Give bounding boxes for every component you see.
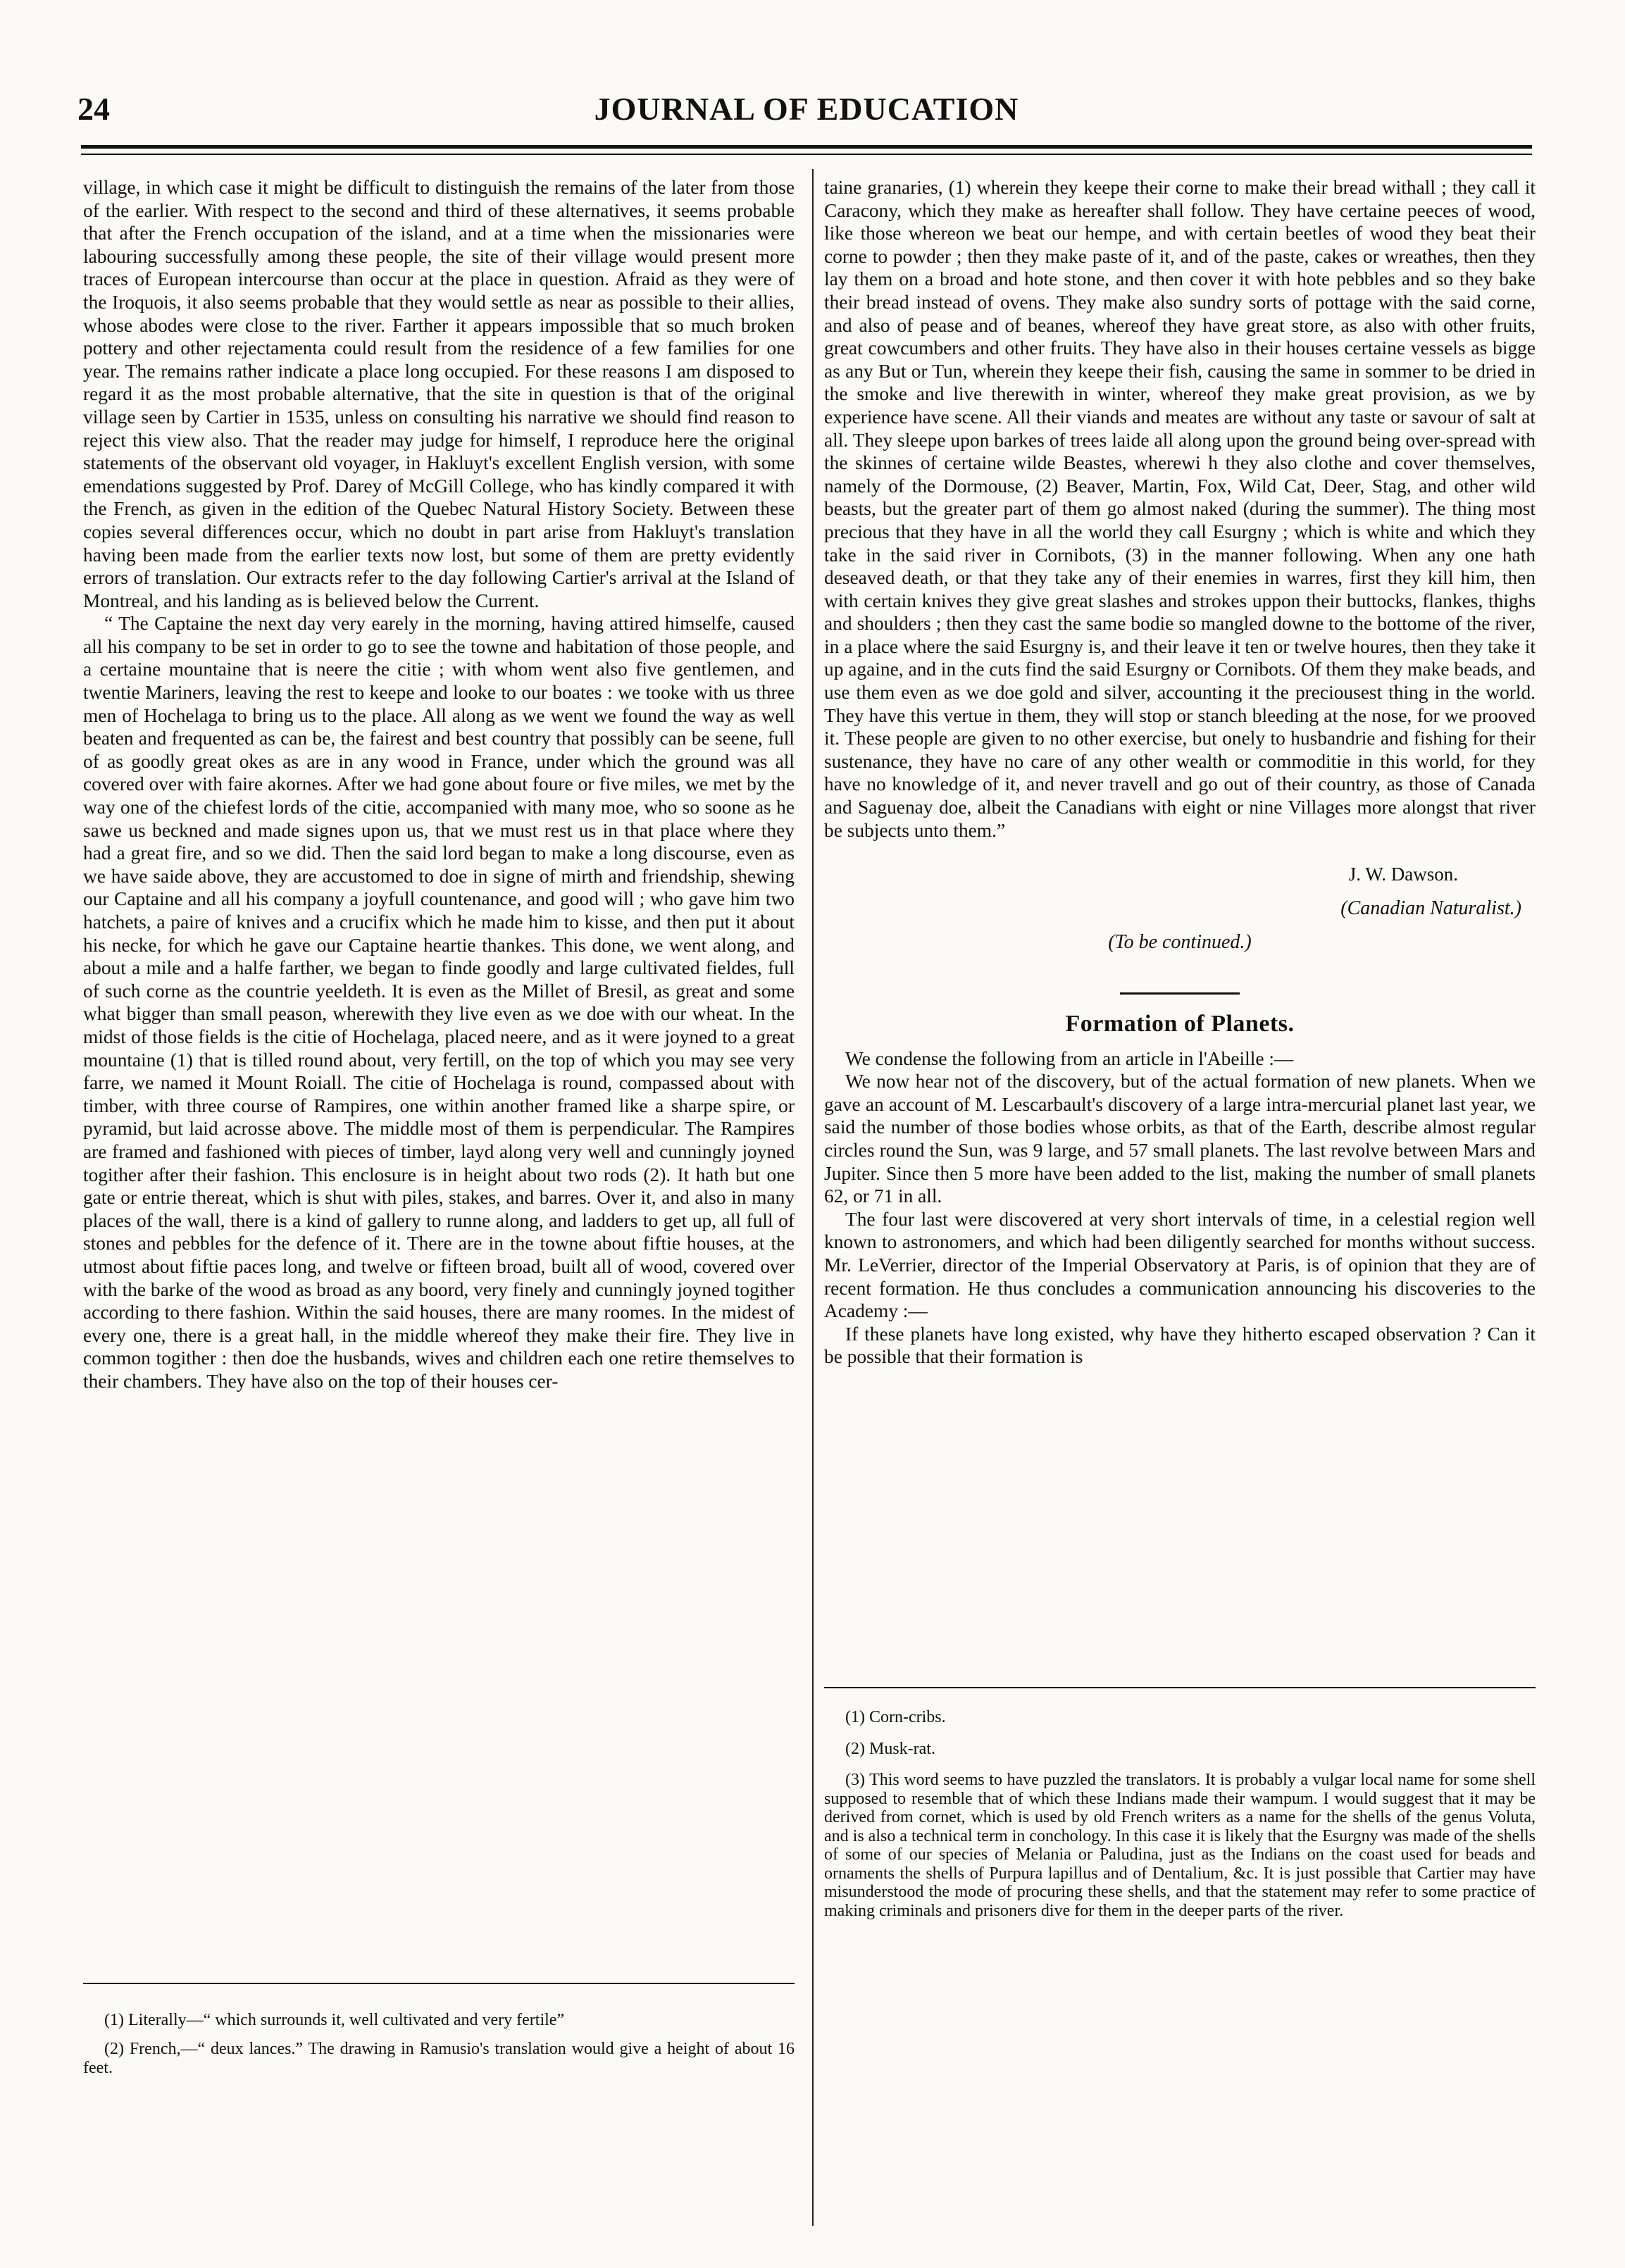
right-footnote-1: (1) Corn-cribs. <box>845 1708 946 1726</box>
page-number: 24 <box>77 91 110 127</box>
section-separator-rule <box>1120 992 1240 995</box>
right-footnote-rule <box>824 1687 1536 1688</box>
page-header <box>77 90 1536 132</box>
right-paragraph-1: taine granaries, (1) wherein they keepe their corne to make their bread withall ; they call it Caracony, which they make as hereafter shall follow. They have certaine peeces of wood, like those whereon we beat our hempe, and with certain beetles of wood they beat their corne to powder ; then they make paste of it, and of the paste, cakes or wreathes, then they lay them on a broad and hote stone, and then cover it with hote pebbles and so they bake their bread instead of ovens. They make also sundry sorts of pottage with the said corne, and also of pease and of beanes, whereof they have great store, as also with other fruits, great cowcumbers and other fruits. They have also in their houses certaine vessels as bigge as any But or Tun, wherein they keepe their fish, causing the same in sommer to be dried in the smoke and live therewith in winter, whereof they make great provision, as we by experience have scene. All their viands and meates are without any taste or savour of salt at all. They sleepe upon barkes of trees laide all along upon the ground being over-spread with the skinnes of certaine wilde Beastes, wherewi h they also clothe and cover themselves, namely of the Dormouse, (2) Beaver, Martin, Fox, Wild Cat, Deer, Stag, and other wild beasts, but the greater part of them go almost naked (during the summer). The thing most precious that they have in all the world they call Esurgny ; which is white and which they take in the said river in Cornibots, (3) in the manner following. When any one hath deseaved death, or that they take any of their enemies in warres, first they kill him, then with certain knives they give great slashes and strokes uppon their buttocks, flankes, thighs and shoulders ; then they cast the same bodie so mangled downe to the bottome of the river, in a place where the said Esurgny is, and their leave it ten or twelve houres, then they take it up againe, and in the cuts find the said Esurgny or Cornibots. Of them they make beads, and use them even as we doe gold and silver, accounting it the preciousest thing in the world. They have this vertue in them, they will stop or stanch bleeding at the nose, for we prooved it. These people are given to no other exercise, but onely to husbandrie and fishing for their sustenance, they have no care of any other wealth or commoditie in this world, for they have no knowledge of it, and never travell and go out of their country, as those of Canada and Saguenay doe, albeit the Canadians with eight or nine Villages more alongst that river be subjects unto them.” <box>824 177 1536 841</box>
right-footnote-2: (2) Musk-rat. <box>845 1739 935 1758</box>
continued-note: (To be continued.) <box>1108 931 1252 954</box>
left-column <box>83 176 795 1392</box>
column-divider <box>812 169 814 2226</box>
left-footnote-rule <box>83 1983 795 1984</box>
signature-source: (Canadian Naturalist.) <box>1340 897 1521 919</box>
signature-name: J. W. Dawson. <box>1348 864 1458 885</box>
left-footnote-2: (2) French,—“ deux lances.” The drawing in Ramusio's translation would give a height of about 16 feet. <box>83 2040 795 2077</box>
left-paragraph-2: “ The Captaine the next day very earely in the morning, having attired himselfe, caused all his company to be set in order to go to see the towne and habitation of those people, and a certaine mountaine that is neere the citie ; with whom went also five gentlemen, and twentie Mariners, leaving the rest to keepe and looke to our boates : we tooke with us three men of Hochelaga to bring us to the place. All along as we went we found the way as well beaten and frequented as can be, the fairest and best country that possibly can be seene, full of as goodly great okes as are in any wood in France, under which the ground was all covered over with faire akornes. After we had gone about foure or five miles, we met by the way one of the chiefest lords of the citie, accompanied with many moe, who so soone as he sawe us beckned and made signes upon us, that we must rest us in that place where they had a great fire, and so we did. Then the said lord began to make a long discourse, even as we have saide above, they are accustomed to doe in signe of mirth and friendship, shewing our Captaine and all his company a joyfull countenance, and good will ; who gave him two hatchets, a paire of knives and a crucifix which he made him to kisse, and then put it about his necke, for which he gave our Captaine heartie thankes. This done, we went along, and about a mile and a halfe farther, we began to finde goodly and large cultivated fieldes, full of such corne as the countrie yeeldeth. It is even as the Millet of Bresil, as great and some what bigger than small peason, wherewith they live even as we doe with our wheat. In the midst of those fields is the citie of Hochelaga, placed neere, and as it were joyned to a great mountaine (1) that is tilled round about, very fertill, on the top of which you may see very farre, we named it Mount Roiall. The citie of Hochelaga is round, compassed about with timber, with three course of Rampires, one within another framed like a sharpe spire, or pyramid, but laid acrosse above. The middle most of them is perpendicular. The Rampires are framed and fashioned with pieces of timber, layd along very well and cunningly joyned togither after their fashion. This enclosure is in height about two rods (2). It hath but one gate or entrie thereat, which is shut with piles, stakes, and barres. Over it, and also in many places of the wall, there is a kind of gallery to runne along, and ladders to get up, all full of stones and pebbles for the defence of it. There are in the towne about fiftie houses, at the utmost about fiftie paces long, and twelve or fifteen broad, built all of wood, covered over with the barke of the wood as broad as any boord, very finely and cunningly joyned togither according to there fashion. Within the said houses, there are many roomes. In the midest of every one, there is a great hall, in the middle whereof they make their fire. They live in common togither : then doe the husbands, wives and children each one retire themselves to their chambers. They have also on the top of their houses cer- <box>83 613 795 1392</box>
journal-title: JOURNAL OF EDUCATION <box>594 91 1019 127</box>
left-paragraph-1: village, in which case it might be difficult to distinguish the remains of the later from those of the earlier. With respect to the second and third of these alternatives, it seems probable that after the French occupation of the island, and at a time when the missionaries were labouring successfully among these people, the site of their village would present more traces of European intercourse than occur at the place in question. Afraid as they were of the Iroquois, it also seems probable that they would settle as near as possible to their allies, whose abodes were close to the river. Farther it appears impossible that so much broken pottery and other rejectamenta could result from the residence of a few families for one year. The remains rather indicate a place long occupied. For these reasons I am disposed to regard it as the most probable alternative, that the site in question is that of the original village seen by Cartier in 1535, unless on consulting his narrative we should find reason to reject this view also. That the reader may judge for himself, I reproduce here the original statements of the observant old voyager, in Hakluyt's excellent English version, with some emendations suggested by Prof. Darey of McGill College, who has kindly compared it with the French, as given in the edition of the Quebec Natural History Society. Between these copies several differences occur, which no doubt in part arise from Hakluyt's translation having been made from the earlier texts now lost, but some of them are pretty evidently errors of translation. Our extracts refer to the day following Cartier's arrival at the Island of Montreal, and his landing as is believed below the Current. <box>83 177 795 611</box>
right-footnotes <box>824 1708 1536 1933</box>
left-footnotes <box>83 2011 795 2088</box>
section-paragraph-2: We now hear not of the discovery, but of the actual formation of new planets. When we gave an account of M. Lescarbault's discovery of a large intra-mercurial planet last year, we said the number of those bodies whose orbits, as that of the Earth, describe almost regular circles round the Sun, was 9 large, and 57 small planets. The last revolve between Mars and Jupiter. Since then 5 more have been added to the list, making the number of small planets 62, or 71 in all. <box>824 1071 1536 1207</box>
section-paragraph-3: The four last were discovered at very short intervals of time, in a celestial region well known to astronomers, and which had been diligently searched for months without success. Mr. LeVerrier, director of the Imperial Observatory at Paris, is of opinion that they are of recent formation. He thus concludes a communication announcing his discoveries to the Academy :— <box>824 1208 1536 1322</box>
section-title: Formation of Planets. <box>1065 1011 1295 1037</box>
section-paragraph-4: If these planets have long existed, why have they hitherto escaped observation ? Can it be possible that their formation is <box>824 1323 1536 1368</box>
right-footnote-3: (3) This word seems to have puzzled the translators. It is probably a vulgar local name for some shell supposed to resemble that of which these Indians made their wampum. I would suggest that it may be derived from cornet, which is used by old French writers as a name for the shells of the genus Voluta, and is also a technical term in conchology. In this case it is likely that the Esurgny was made of the shells of some of our species of Melania or Paludina, just as the Indians on the coast used for beads and ornaments the shells of Purpura lapillus and of Dentalium, &c. It is just possible that Cartier may have misunderstood the mode of procuring these shells, and that the statement may refer to some practice of making criminals and prisoners dive for them in the deeper parts of the river. <box>824 1771 1536 1920</box>
right-column <box>824 176 1536 1369</box>
section-paragraph-1: We condense the following from an article in l'Abeille :— <box>845 1047 1294 1069</box>
header-rule-thin <box>81 154 1532 155</box>
left-footnote-1: (1) Literally—“ which surrounds it, well cultivated and very fertile” <box>104 2011 565 2029</box>
header-rule-thick <box>81 145 1532 149</box>
